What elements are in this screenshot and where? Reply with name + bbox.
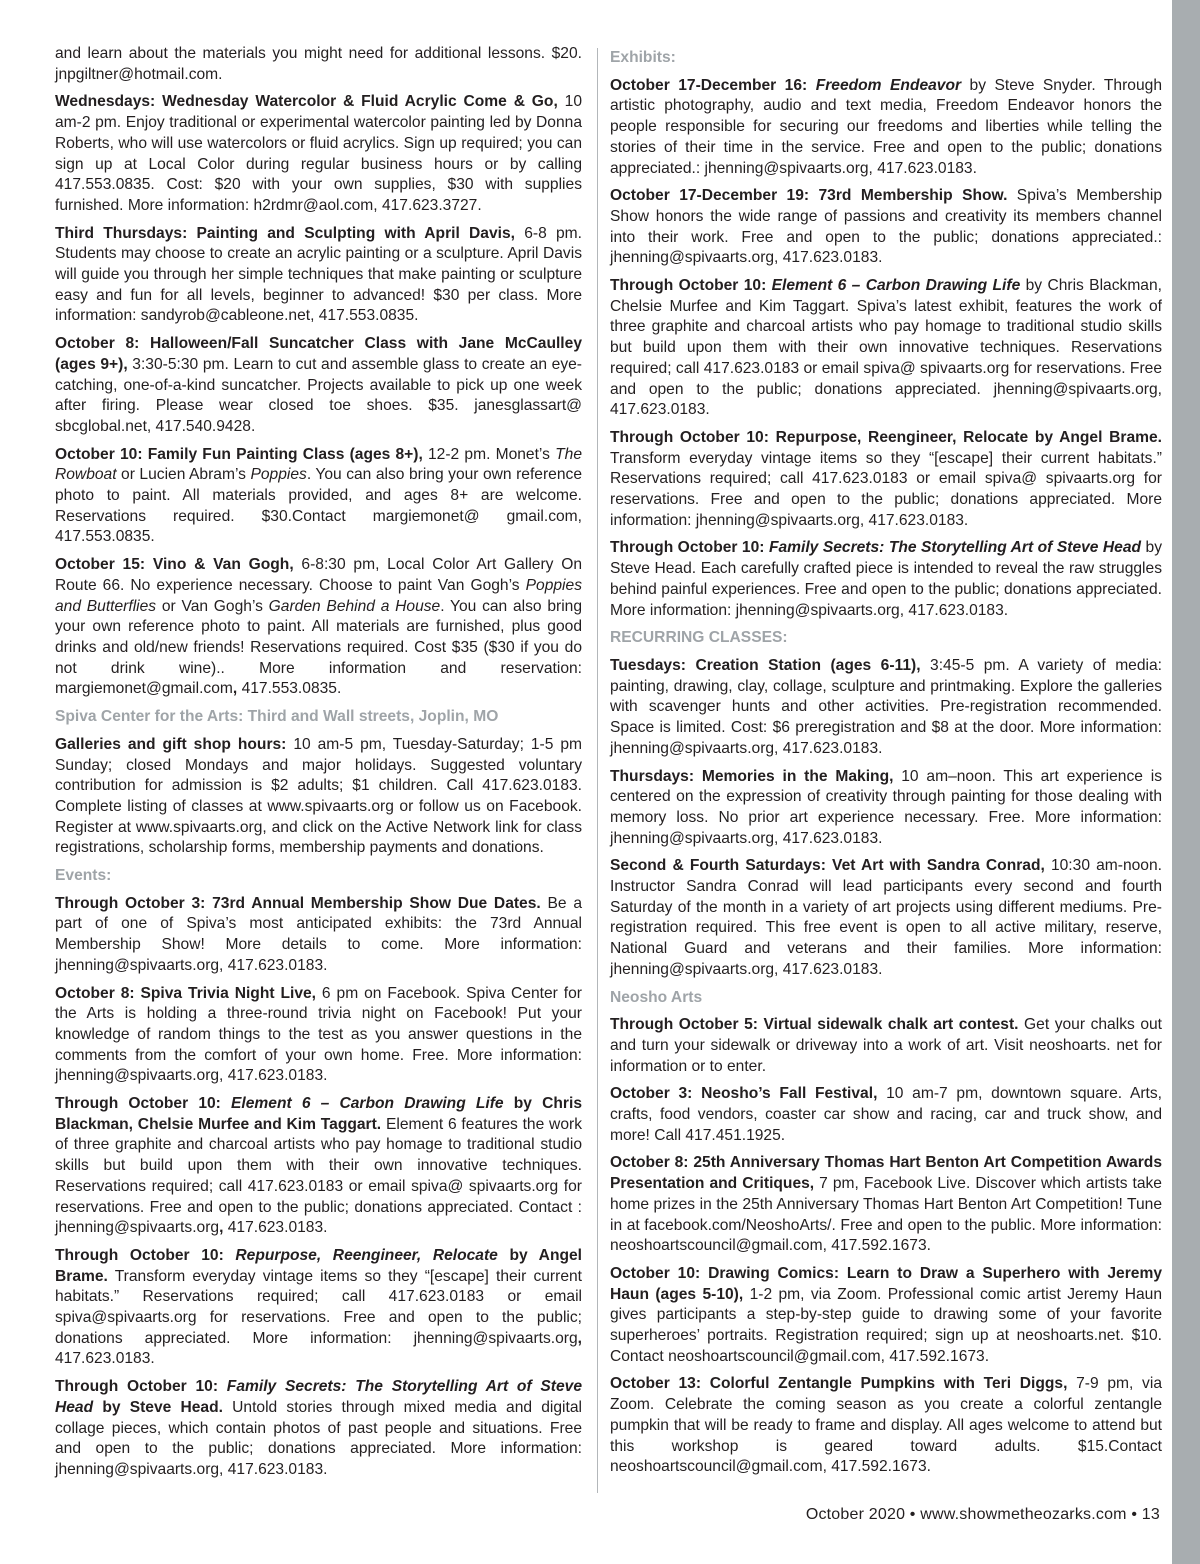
- listing-entry: October 8: 25th Anniversary Thomas Hart Benton Art Competition Awards Presentation and Critiques, 7 pm, Facebook Live. Discover which artists take home prizes in the 25th Anniversary Thomas Hart Benton Art Competition! Tune in at facebook.com/NeoshoArts/. Free and open to the public. More information: neoshoartscouncil@gmail.com, 417.592.1673.: [610, 1154, 1162, 1255]
- listing-entry: Through October 10: Repurpose, Reengineer, Relocate by Angel Brame. Transform everyday vintage items so they “[escape] their current habitats.” Reservations required; call 417.623.0183 or email spiva@spivaarts.org for reservations. Free and open to the public; donations appreciated. More information: jhenning@spivaarts.org, 417.623.0183.: [55, 1246, 582, 1368]
- entry-heading: Through October 10: Repurpose, Reengineer, Relocate by Angel Brame.: [610, 428, 1162, 446]
- listing-entry: Through October 10: Element 6 – Carbon Drawing Life by Chris Blackman, Chelsie Murfee and Kim Taggart. Spiva’s latest exhibit, features the work of three graphite and charcoal artists who pay homage to traditional studio skills but build upon them with their own innovative techniques. Reservations required; call 417.623.0183 or email spiva@ spivaarts.org for reservations. Free and open to the public; donations appreciated. jhenning@spivaarts.org, 417.623.0183.: [610, 277, 1162, 419]
- entry-heading: October 17-December 16:: [610, 76, 816, 94]
- listing-entry: Thursdays: Memories in the Making, 10 am–noon. This art experience is centered on the expression of creativity through painting for those dealing with memory loss. No prior art experience necessary. Free. More information: jhenning@spivaarts.org, 417.623.0183.: [610, 767, 1162, 847]
- entry-heading: Wednesdays: Wednesday Watercolor & Fluid Acrylic Come & Go,: [55, 93, 558, 111]
- listing-entry: Through October 10: Family Secrets: The Storytelling Art of Steve Head by Steve Head. Untold stories through mixed media and digital collage pieces, which contain photos of past people and situations. Free and open to the public; donations appreciated. More information: jhenning@spivaarts.org, 417.623.0183.: [55, 1378, 582, 1478]
- listing-entry: and learn about the materials you might need for additional lessons. $20. jnpgiltner@hotmail.com.: [55, 45, 582, 83]
- exhibit-title: Element 6 – Carbon Drawing Life: [231, 1095, 504, 1113]
- entry-heading: October 3: Neosho’s Fall Festival,: [610, 1085, 878, 1103]
- exhibit-title: Freedom Endeavor: [815, 76, 962, 94]
- entry-heading: October 8: Spiva Trivia Night Live,: [55, 984, 316, 1002]
- listing-entry: Third Thursdays: Painting and Sculpting with April Davis, 6-8 pm. Students may choose to create an acrylic painting or a sculpture. April Davis will guide you through her simple techniques that make painting or sculpture easy and fun for all levels, beginner to advanced! $30 per class. More information: sandyrob@cableone.net, 417.553.0835.: [55, 224, 582, 325]
- listing-entry: October 17-December 16: Freedom Endeavor by Steve Snyder. Through artistic photography, audio and text media, Freedom Endeavor honors the people responsible for securing our freedoms and liberties while telling the stories of their time in the service. Free and open to the public; donations appreciated.: jhenning@spivaarts.org, 417.623.0183.: [610, 76, 1162, 177]
- listing-entry: Through October 10: Family Secrets: The Storytelling Art of Steve Head by Steve Head. Each carefully crafted piece is intended to reveal the raw struggles behind painful experiences. Free and open to the public; donations appreciated. More information: jhenning@spivaarts.org, 417.623.0183.: [610, 539, 1162, 619]
- entry-heading: Through October 10:: [55, 1095, 232, 1113]
- entry-heading: Through October 10:: [55, 1378, 227, 1396]
- exhibit-title: Family Secrets: The Storytelling Art of Steve Head: [768, 539, 1142, 557]
- listing-entry: October 13: Colorful Zentangle Pumpkins with Teri Diggs, 7-9 pm, via Zoom. Celebrate the coming season as you create a colorful zentangle pumpkin that will be ready to frame and display. All ages welcome to attend but this workshop is geared toward adults. $15.Contact neoshoartscouncil@gmail.com, 417.592.1673.: [610, 1375, 1162, 1476]
- column-divider: [597, 48, 598, 1493]
- listing-entry: Galleries and gift shop hours: 10 am-5 pm, Tuesday-Saturday; 1-5 pm Sunday; closed Mondays and major holidays. Suggested voluntary contribution for admission is $2 adults; $1 children. Call 417.623.0183. Complete listing of classes at www.spivaarts.org or follow us on Facebook. Register at www.spivaarts.org, and click on the Active Network link for class registrations, scholarship forms, membership payments and donations.: [55, 735, 582, 857]
- listing-entry: October 3: Neosho’s Fall Festival, 10 am-7 pm, downtown square. Arts, crafts, food vendors, coaster car show and racing, car and truck show, and more! Call 417.451.1925.: [610, 1085, 1162, 1144]
- entry-heading: Through October 3: 73rd Annual Membership Show Due Dates.: [55, 894, 541, 912]
- entry-heading: October 13: Colorful Zentangle Pumpkins with Teri Diggs,: [610, 1375, 1068, 1393]
- listing-entry: October 8: Spiva Trivia Night Live, 6 pm on Facebook. Spiva Center for the Arts is holding a three-round trivia night on Facebook! Put your knowledge of random things to the test as you answer questions in the comments from the comfort of your own home. Free. More information: jhenning@spivaarts.org, 417.623.0183.: [55, 984, 582, 1085]
- listing-entry: Tuesdays: Creation Station (ages 6-11), 3:45-5 pm. A variety of media: painting, drawing, clay, collage, sculpture and printmaking. Explore the galleries with scavenger hunts and other activities. Pre-registration recommended. Space is limited. Cost: $6 preregistration and $8 at the door. More information: jhenning@spivaarts.org, 417.623.0183.: [610, 656, 1162, 757]
- listing-entry: Through October 5: Virtual sidewalk chalk art contest. Get your chalks out and turn your sidewalk or driveway into a work of art. Visit neoshoarts. net for information or to enter.: [610, 1016, 1163, 1075]
- entry-heading: Through October 10:: [610, 277, 772, 295]
- listing-entry: October 8: Halloween/Fall Suncatcher Class with Jane McCaulley (ages 9+), 3:30-5:30 pm. Learn to cut and assemble glass to create an eye-catching, one-of-a-kind suncatcher. Projects available to pick up one week after firing. Please wear closed toe shoes. $35. janesglassart@ sbcglobal.net, 417.540.9428.: [55, 335, 582, 435]
- entry-heading: October 15: Vino & Van Gogh,: [55, 556, 294, 574]
- entry-heading: Through October 10:: [55, 1246, 236, 1264]
- section-heading: RECURRING CLASSES:: [610, 629, 788, 647]
- listing-entry: Through October 10: Repurpose, Reengineer, Relocate by Angel Brame. Transform everyday vintage items so they “[escape] their current habitats.” Reservations required; call 417.623.0183 or email spiva@ spivaarts.org for reservations. Free and open to the public; donations appreciated. More information: jhenning@spivaarts.org, 417.623.0183.: [610, 428, 1162, 529]
- entry-heading: Through October 10:: [610, 539, 769, 557]
- entry-heading: Thursdays: Memories in the Making,: [610, 767, 894, 785]
- entry-heading: October 10: Family Fun Painting Class (ages 8+),: [55, 445, 423, 463]
- section-heading: Exhibits:: [610, 49, 676, 66]
- exhibit-title: Element 6 – Carbon Drawing Life: [771, 277, 1021, 295]
- exhibit-title: Family Secrets: The Storytelling Art of Steve Head: [55, 1378, 582, 1416]
- listing-entry: October 15: Vino & Van Gogh, 6-8:30 pm, Local Color Art Gallery On Route 66. No experience necessary. Choose to paint Van Gogh’s Poppies and Butterflies or Van Gogh’s Garden Behind a House. You can also bring your own reference photo to paint. All materials are furnished, plus good drinks and old/new friends! Reservations required. Cost $35 ($30 if you do not drink wine).. More information and reservation: margiemonet@gmail.com, 417.553.0835.: [55, 556, 583, 698]
- listing-entry: Second & Fourth Saturdays: Vet Art with Sandra Conrad, 10:30 am-noon. Instructor Sandra Conrad will lead participants every second and fourth Saturday of the month in a variety of art projects using different mediums. Pre-registration required. This free event is open to all active military, reserve, National Guard and veterans and their families. More information: jhenning@spivaarts.org, 417.623.0183.: [610, 857, 1162, 978]
- section-heading: Spiva Center for the Arts: Third and Wall streets, Joplin, MO: [55, 708, 499, 726]
- entry-heading: Tuesdays: Creation Station (ages 6-11),: [610, 656, 921, 674]
- listing-entry: October 10: Family Fun Painting Class (ages 8+), 12-2 pm. Monet’s The Rowboat or Lucien Abram’s Poppies. You can also bring your own reference photo to paint. All materials provided, and ages 8+ are welcome. Reservations required. $30.Contact margiemonet@ gmail.com, 417.553.0835.: [55, 445, 582, 546]
- entry-heading: October 8: 25th Anniversary Thomas Hart Benton Art Competition Awards Presentation and Critiques,: [610, 1154, 1162, 1193]
- page-edge-bar: [1172, 0, 1200, 1564]
- page-footer: October 2020 • www.showmetheozarks.com • 13: [805, 1506, 1160, 1523]
- entry-heading: October 10: Drawing Comics: Learn to Draw a Superhero with Jeremy Haun (ages 5-10),: [610, 1264, 1162, 1303]
- listing-entry: October 10: Drawing Comics: Learn to Draw a Superhero with Jeremy Haun (ages 5-10), 1-2 pm, via Zoom. Professional comic artist Jeremy Haun gives participants a step-by-step guide to drawing some of your favorite superheroes’ portraits. Registration required; sign up at neoshoarts.net. $10. Contact neoshoartscouncil@gmail.com, 417.592.1673.: [610, 1264, 1163, 1365]
- left-column: [55, 44, 582, 1488]
- listing-entry: October 17-December 19: 73rd Membership Show. Spiva’s Membership Show honors the wide range of passions and creativity its members channel into their work. Free and open to the public; donations appreciated.: jhenning@spivaarts.org, 417.623.0183.: [610, 187, 1162, 267]
- listing-entry: Wednesdays: Wednesday Watercolor & Fluid Acrylic Come & Go, 10 am-2 pm. Enjoy traditional or experimental watercolor painting led by Donna Roberts, who will use watercolors or fluid acrylics. Sign up required; you can sign up at Local Color during regular business hours or by calling 417.553.0835. Cost: $20 with your own supplies, $30 with supplies furnished. More information: h2rdmr@aol.com, 417.623.3727.: [55, 93, 582, 214]
- entry-heading: October 17-December 19: 73rd Membership Show.: [610, 187, 1008, 205]
- entry-heading: Second & Fourth Saturdays: Vet Art with Sandra Conrad,: [610, 857, 1045, 875]
- listing-entry: Through October 3: 73rd Annual Membership Show Due Dates. Be a part of one of Spiva’s most anticipated exhibits: the 73rd Annual Membership Show! More details to come. More information: jhenning@spivaarts.org, 417.623.0183.: [55, 894, 582, 974]
- entry-heading: October 8: Halloween/Fall Suncatcher Class with Jane McCaulley (ages 9+),: [55, 335, 582, 373]
- section-heading: Neosho Arts: [610, 988, 703, 1006]
- exhibit-title: Repurpose, Reengineer, Relocate: [235, 1246, 498, 1264]
- right-column: [610, 48, 1162, 1485]
- entry-heading: Galleries and gift shop hours:: [55, 735, 287, 753]
- entry-heading: Through October 5: Virtual sidewalk chalk art contest.: [610, 1016, 1019, 1034]
- section-heading: Events:: [55, 867, 112, 885]
- listing-entry: Through October 10: Element 6 – Carbon Drawing Life by Chris Blackman, Chelsie Murfee and Kim Taggart. Element 6 features the work of three graphite and charcoal artists who pay homage to traditional studio skills but build upon them with their own innovative techniques. Reservations required; call 417.623.0183 or email spiva@ spivaarts.org for reservations. Free and open to the public; donations appreciated. Contact : jhenning@spivaarts.org, 417.623.0183.: [55, 1095, 582, 1237]
- entry-heading: Third Thursdays: Painting and Sculpting with April Davis,: [55, 224, 515, 242]
